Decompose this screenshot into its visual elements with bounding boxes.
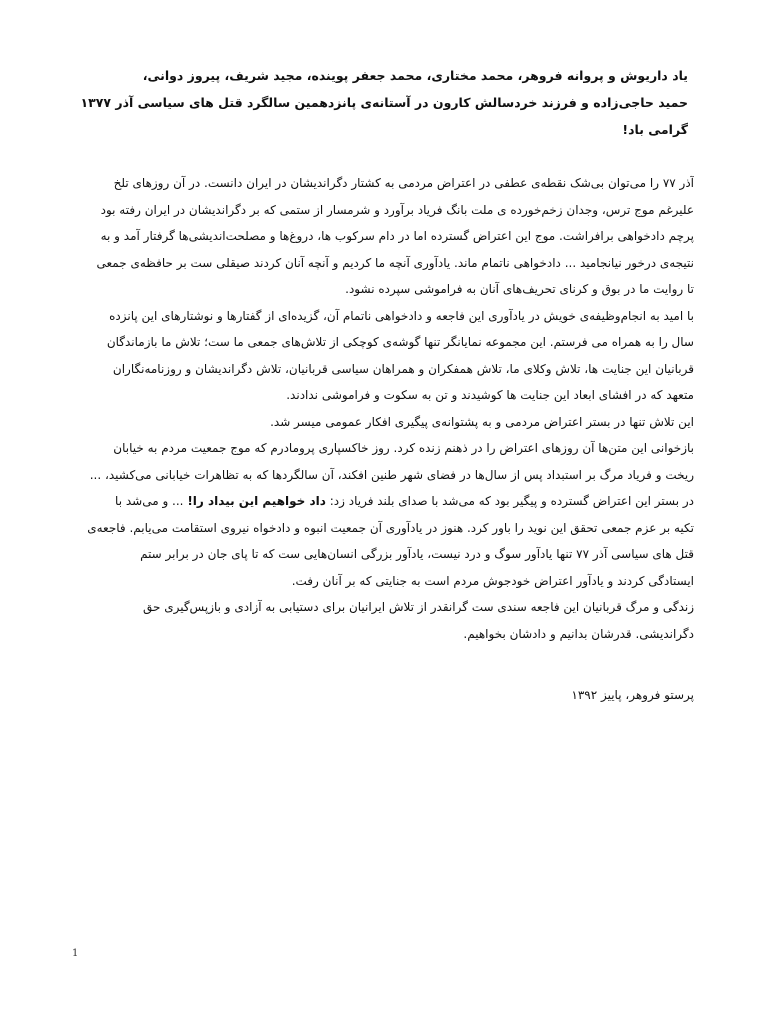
body-text — [70, 170, 694, 647]
signature: پرستو فروهر، پاییز ۱۳۹۲ — [571, 688, 694, 702]
page-number: 1 — [72, 948, 79, 959]
slogan-lead-in: در بستر این اعتراض گسترده و پیگیر بود که می‌شد با صدای بلند فریاد زد: — [329, 494, 694, 508]
paragraph-1-line: نتیجه‌ی درخور نیانجامید ... دادخواهی ناتمام ماند. یادآوری آنچه ما کردیم و آنچه آنان کردند صیقلی ست بر حافظه‌ی جمعی — [96, 255, 694, 270]
heading-line: حمید حاجی‌زاده و فرزند خردسالش کارون در آستانه‌ی پانزدهمین سالگرد قتل های سیاسی آذر ۱۳۷۷ — [80, 95, 688, 110]
paragraph-4-line: بازخوانی این متن‌ها آن روزهای اعتراض را در ذهنم زنده کرد. روز خاکسپاری پرومادرم که موج جمعیت مردم به خیابان — [113, 441, 694, 455]
heading-line: گرامی باد! — [622, 122, 688, 137]
paragraph-5-line: دگراندیشی. قدرشان بدانیم و دادشان بخواهیم. — [463, 626, 694, 641]
heading-line: یاد داریوش و پروانه فروهر، محمد مختاری، محمد جعفر پوینده، مجید شریف، پیروز دوانی، — [142, 68, 688, 83]
paragraph-2-line: متعهد که در افشای ابعاد این جنایت ها کوشیدند و تن به سکوت و فراموشی ندادند. — [286, 388, 694, 402]
paragraph-3-line: این تلاش تنها در بستر اعتراض مردمی و به پشتوانه‌ی پیگیری افکار عمومی میسر شد. — [270, 414, 694, 429]
paragraph-4-line-with-slogan — [70, 488, 694, 515]
paragraph-1-line: علیرغم موج ترس، وجدان زخم‌خورده ی ملت بانگ فریاد برآورد و شرمسار از ستمی که بر دگراندیشان در ایران رفته بود — [100, 202, 694, 217]
paragraph-2-line: با امید به انجام‌وظیفه‌ی خویش در یادآوری این فاجعه و دادخواهی ناتمام آن، گزیده‌ای از گفتارها و نوشتارهای این پانزده — [109, 308, 694, 323]
paragraph-1-line: آذر ۷۷ را می‌توان بی‌شک نقطه‌ی عطفی در اعتراض مردمی به کشتار دگراندیشان در ایران دانست. در آن روزهای تلخ — [113, 176, 694, 190]
dedication-heading — [60, 62, 688, 143]
paragraph-5-line: زندگی و مرگ قربانیان این فاجعه سندی ست گرانقدر از تلاش ایرانیان برای دستیابی به آزادی و بازپس‌گیری حق — [142, 600, 694, 614]
paragraph-4-line: ایستادگی کردند و یادآور اعتراض خودجوش مردم است به جنایتی که بر آنان رفت. — [291, 573, 694, 588]
paragraph-2-line: قربانیان این جنایت ها، تلاش وکلای ما، تلاش همفکران و همراهان سیاسی قربانیان، تلاش دگراندیشان و روزنامه‌نگاران — [112, 361, 694, 376]
paragraph-1-line: تا روایت ما در بوق و کرنای تحریف‌های آنان به فراموشی سپرده نشود. — [345, 282, 694, 296]
paragraph-4-line: ریخت و فریاد مرگ بر استبداد پس از سال‌ها در فضای شهر طنین افکند، آن سالگردها که به تظاهرات خیابانی می‌کشید، ... — [89, 467, 694, 482]
slogan-bold: داد خواهیم این بیداد را! — [187, 494, 326, 508]
paragraph-1-line: پرچم دادخواهی برافراشت. موج این اعتراض گسترده اما در دام سرکوب ها، دروغ‌ها و مصلحت‌اندیشی‌ها گرفتار آمد و به — [100, 229, 694, 243]
slogan-trailing: ... و می‌شد با — [115, 494, 184, 508]
paragraph-4-line: قتل های سیاسی آذر ۷۷ تنها یادآور سوگ و درد نیست، یادآور بزرگی انسان‌هایی ست که تا پای جان در برابر ستم — [140, 547, 694, 561]
paragraph-2-line: سال را به همراه می فرستم. این مجموعه نمایانگر تنها گوشه‌ی کوچکی از تلاش‌های جمعی ما ست؛ تلاش ما بازماندگان — [106, 335, 694, 349]
paragraph-4-line: تکیه بر عزم جمعی تحقق این نوید را باور کرد. هنوز در یادآوری آن جمعیت انبوه و دادخواه نیروی استقامت می‌یابم. فاجعه‌ی — [87, 520, 694, 535]
